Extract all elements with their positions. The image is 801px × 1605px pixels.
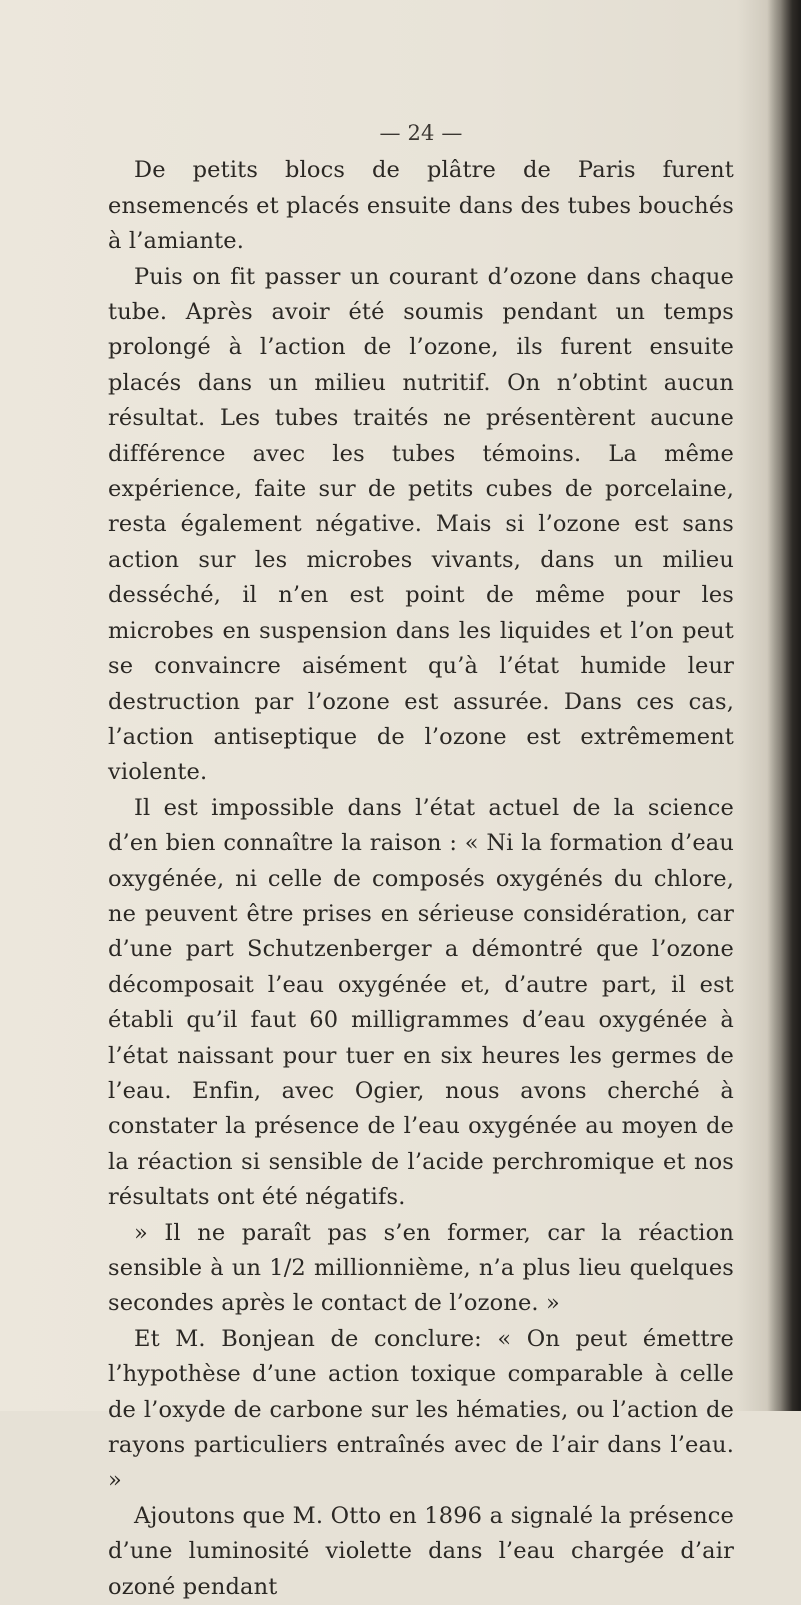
paragraph: De petits blocs de plâtre de Paris furent ensemencés et placés ensuite dans des tubes bouchés à l’amiante. — [108, 157, 734, 255]
paragraph: » Il ne paraît pas s’en former, car la réaction sensible à un 1/2 millionnième, n’a plus lieu quelques secondes après le contact de l’ozone. » — [108, 1219, 734, 1317]
page-text — [108, 116, 734, 1605]
binding-edge-shadow — [767, 0, 801, 1411]
paragraph: Et M. Bonjean de conclure: « On peut émettre l’hypothèse d’une action toxique comparable à celle de l’oxyde de carbone sur les hématies, ou l’action de rayons particuliers entraînés avec de l’air dans l’eau. » — [108, 1325, 734, 1494]
page-number: — 24 — — [379, 121, 463, 145]
paragraph: Puis on fit passer un courant d’ozone dans chaque tube. Après avoir été soumis pendant un temps prolongé à l’action de l’ozone, ils furent ensuite placés dans un milieu nutritif. On n’obtint aucun résultat. Les tubes traités ne présentèrent aucune différence avec les tubes témoins. La même expérience, faite sur de petits cubes de porcelaine, resta également négative. Mais si l’ozone est sans action sur les microbes vivants, dans un milieu desséché, il n’en est point de même pour les microbes en suspension dans les liquides et l’on peut se convaincre aisément qu’à l’état humide leur destruction par l’ozone est assurée. Dans ces cas, l’action antiseptique de l’ozone est extrêmement violente. — [108, 263, 734, 786]
paragraph: Ajoutons que M. Otto en 1896 a signalé la présence d’une luminosité violette dans l’eau chargée d’air ozoné pendant — [108, 1502, 734, 1600]
paragraph: Il est impossible dans l’état actuel de la science d’en bien connaître la raison : « Ni la formation d’eau oxygénée, ni celle de composés oxygénés du chlore, ne peuvent être prises en sérieuse considération, car d’une part Schutzenberger a démontré que l’ozone décomposait l’eau oxygénée et, d’autre part, il est établi qu’il faut 60 milligrammes d’eau oxygénée à l’état naissant pour tuer en six heures les germes de l’eau. Enfin, avec Ogier, nous avons cherché à constater la présence de l’eau oxygénée au moyen de la réaction si sensible de l’acide perchromique et nos résultats ont été négatifs. — [108, 794, 734, 1211]
